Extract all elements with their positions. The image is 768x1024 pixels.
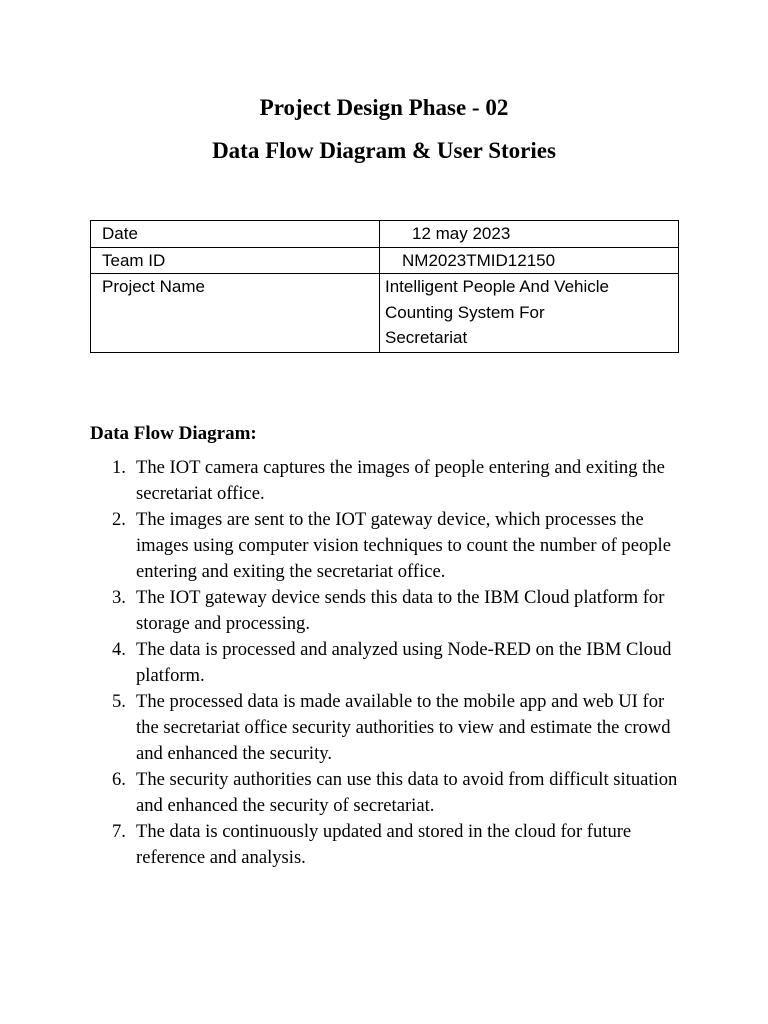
team-id-label: Team ID	[91, 247, 380, 274]
list-number: 5.	[112, 691, 126, 712]
list-item	[90, 637, 690, 689]
list-item	[90, 585, 690, 637]
list-item-text: The security authorities can use this data to avoid from difficult situation and enhanced the security of secretariat.	[136, 769, 678, 816]
project-name-line: Secretariat	[385, 328, 468, 347]
list-number: 6.	[112, 769, 126, 790]
list-number: 1.	[112, 457, 126, 478]
table-row	[91, 274, 679, 353]
team-id-value: NM2023TMID12150	[402, 250, 556, 270]
page-title: Project Design Phase - 02	[259, 95, 509, 120]
list-number: 7.	[112, 821, 126, 842]
list-item	[90, 507, 690, 585]
list-item-text: The data is continuously updated and stored in the cloud for future reference and analysis.	[136, 821, 632, 868]
list-item-text: The images are sent to the IOT gateway device, which processes the images using computer vision techniques to count the number of people entering and exiting the secretariat office.	[136, 509, 671, 582]
section-heading: Data Flow Diagram:	[90, 423, 257, 444]
date-label: Date	[91, 221, 380, 248]
project-name-label: Project Name	[91, 274, 380, 353]
list-item-text: The IOT camera captures the images of people entering and exiting the secretariat office.	[136, 457, 665, 504]
page-subtitle: Data Flow Diagram & User Stories	[212, 138, 556, 163]
list-item	[90, 767, 690, 819]
project-name-line: Intelligent People And Vehicle	[385, 277, 610, 296]
table-row	[91, 247, 679, 274]
list-item	[90, 455, 690, 507]
list-item-text: The data is processed and analyzed using Node-RED on the IBM Cloud platform.	[136, 639, 672, 686]
list-number: 3.	[112, 587, 126, 608]
list-item	[90, 689, 690, 767]
list-number: 4.	[112, 639, 126, 660]
list-item-text: The IOT gateway device sends this data to the IBM Cloud platform for storage and processing.	[136, 587, 665, 634]
steps-list	[90, 455, 690, 871]
list-item-text: The processed data is made available to the mobile app and web UI for the secretariat office security authorities to view and estimate the crowd and enhanced the security.	[136, 691, 671, 764]
project-name-line: Counting System For	[385, 302, 545, 322]
project-info-table	[90, 220, 679, 353]
table-row	[91, 221, 679, 248]
date-value: 12 may 2023	[412, 224, 511, 243]
project-name-value	[380, 274, 679, 353]
list-item	[90, 819, 690, 871]
list-number: 2.	[112, 509, 126, 530]
